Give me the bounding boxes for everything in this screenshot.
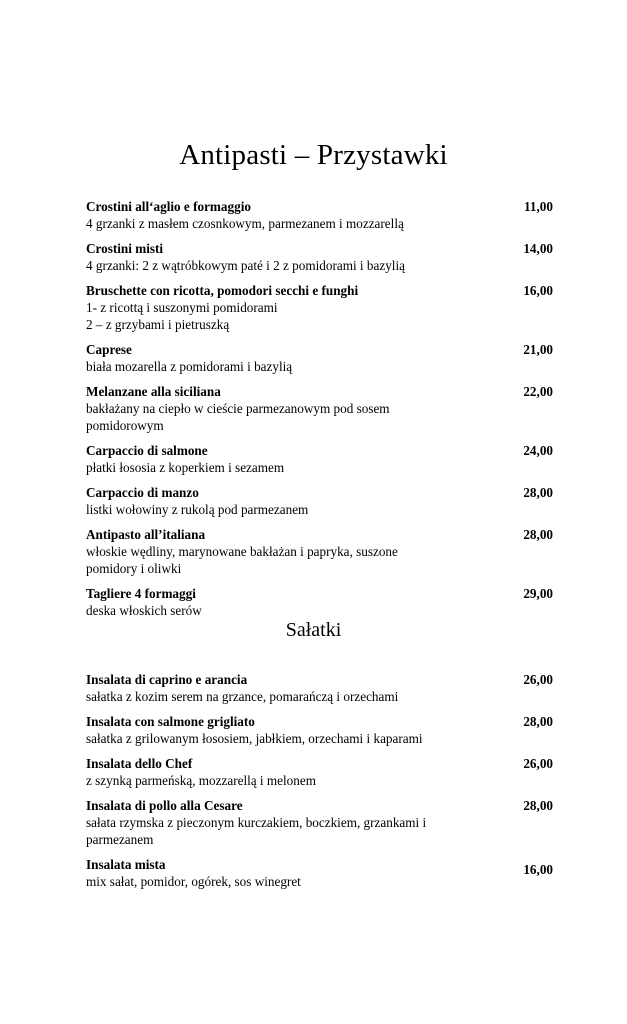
item-description: 1- z ricottą i suszonymi pomidorami 2 – z grzybami i pietruszką [86, 300, 278, 332]
item-description: listki wołowiny z rukolą pod parmezanem [86, 502, 309, 517]
item-name: Insalata dello Chef [86, 756, 193, 771]
item-price: 16,00 [523, 283, 553, 298]
menu-item [86, 526, 556, 577]
item-description: mix sałat, pomidor, ogórek, sos winegret [86, 874, 301, 889]
section-title-antipasti: Antipasti – Przystawki [179, 139, 448, 171]
item-description: biała mozarella z pomidorami i bazylią [86, 359, 293, 374]
item-price: 14,00 [523, 241, 553, 256]
item-price: 24,00 [523, 443, 553, 458]
menu-item [86, 585, 556, 619]
item-price: 29,00 [523, 586, 553, 601]
menu-item [86, 713, 556, 747]
item-price: 28,00 [523, 527, 553, 542]
menu-item [86, 755, 556, 789]
item-name: Caprese [86, 342, 132, 357]
section-title-salatki: Sałatki [285, 619, 342, 641]
item-name: Insalata di caprino e arancia [86, 672, 248, 687]
menu-item [86, 484, 556, 518]
menu-list-antipasti [86, 198, 556, 627]
item-name: Crostini all‘aglio e formaggio [86, 199, 251, 214]
item-name: Crostini misti [86, 241, 164, 256]
item-name: Carpaccio di manzo [86, 485, 199, 500]
item-price: 22,00 [523, 384, 553, 399]
item-name: Insalata mista [86, 857, 166, 872]
item-price: 16,00 [523, 862, 553, 877]
menu-item [86, 383, 556, 434]
item-price: 21,00 [523, 342, 553, 357]
item-description: z szynką parmeńską, mozzarellą i melonem [86, 773, 316, 788]
item-name: Insalata di pollo alla Cesare [86, 798, 243, 813]
menu-item [86, 341, 556, 375]
item-name: Insalata con salmone grigliato [86, 714, 255, 729]
item-name: Tagliere 4 formaggi [86, 586, 196, 601]
item-description: 4 grzanki: 2 z wątróbkowym paté i 2 z pomidorami i bazylią [86, 258, 405, 273]
item-price: 26,00 [523, 672, 553, 687]
item-description: włoskie wędliny, marynowane bakłażan i papryka, suszone pomidory i oliwki [86, 544, 398, 576]
item-description: sałata rzymska z pieczonym kurczakiem, boczkiem, grzankami i parmezanem [86, 815, 427, 847]
item-name: Melanzane alla siciliana [86, 384, 221, 399]
item-name: Carpaccio di salmone [86, 443, 208, 458]
item-price: 28,00 [523, 798, 553, 813]
item-price: 26,00 [523, 756, 553, 771]
item-description: płatki łososia z koperkiem i sezamem [86, 460, 285, 475]
item-description: deska włoskich serów [86, 603, 202, 618]
menu-item [86, 797, 556, 848]
item-description: sałatka z grilowanym łososiem, jabłkiem, orzechami i kaparami [86, 731, 423, 746]
item-description: sałatka z kozim serem na grzance, pomarańczą i orzechami [86, 689, 399, 704]
item-price: 28,00 [523, 485, 553, 500]
menu-item [86, 671, 556, 705]
menu-item [86, 282, 556, 333]
menu-item [86, 856, 556, 890]
menu-item [86, 198, 556, 232]
menu-list-salatki [86, 671, 556, 898]
menu-item [86, 442, 556, 476]
item-name: Bruschette con ricotta, pomodori secchi e funghi [86, 283, 359, 298]
item-description: bakłażany na ciepło w cieście parmezanowym pod sosem pomidorowym [86, 401, 390, 433]
item-price: 28,00 [523, 714, 553, 729]
item-price: 11,00 [524, 199, 553, 214]
item-name: Antipasto all’italiana [86, 527, 206, 542]
item-description: 4 grzanki z masłem czosnkowym, parmezanem i mozzarellą [86, 216, 404, 231]
menu-item [86, 240, 556, 274]
